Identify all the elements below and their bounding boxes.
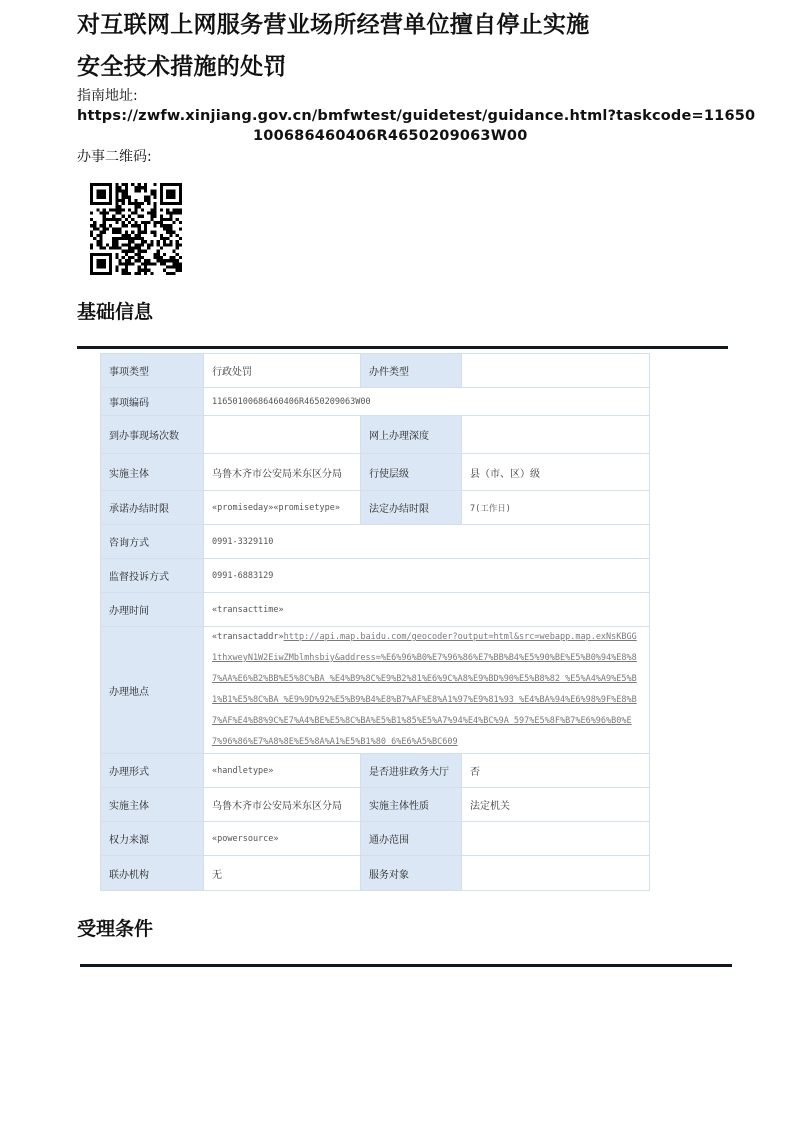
table-row	[101, 416, 650, 454]
level-label: 行使层级	[361, 454, 462, 491]
page-title	[77, 4, 757, 88]
visits-value	[204, 416, 361, 454]
in-hall-value: 否	[462, 754, 650, 788]
table-row	[101, 593, 650, 627]
table-row	[101, 388, 650, 416]
table-row	[101, 822, 650, 856]
page-title-line1: 对互联网上网服务营业场所经营单位擅自停止实施	[77, 12, 590, 38]
table-row	[101, 454, 650, 491]
matter-code-value: 11650100686460406R4650209063W00	[204, 388, 650, 416]
power-source-value: «powersource»	[204, 822, 361, 856]
consult-value: 0991-3329110	[204, 525, 650, 559]
complaint-label: 监督投诉方式	[101, 559, 204, 593]
section-heading-conditions: 受理条件	[77, 918, 154, 940]
consult-label: 咨询方式	[101, 525, 204, 559]
section-heading-basic-info: 基础信息	[77, 301, 154, 323]
address-map-link[interactable]: http://api.map.baidu.com/geocoder?output=html&src=webapp.map.exNsKBGG1thxweyN1W2EiwZMblmhsbiy&address=%E6%96%B0%E7%96%86%E7%BB%B4%E5%90%BE%E5%B0%94%E8%87%AA%E6%B2%BB%E5%8C%BA %E4%B9%8C%E9%B2%81%E6%9C%A8%E9%BD%90%E5%B8%82 %E5%A4%A9%E5%B1%B1%E5%8C%BA %E9%9D%92%E5%B9%B4%E8%B7%AF%E8%A1%97%E9%81%93 %E4%BA%94%E6%98%9F%E8%B7%AF%E4%B8%9C%E7%A4%BE%E5%8C%BA%E5%B1%85%E5%A7%94%E4%BC%9A 597%E5%8F%B7%E6%96%B0%E7%96%86%E7%A8%8E%E5%8A%A1%E5%B1%80 6%E6%A5%BC609	[212, 632, 637, 747]
guide-label: 指南地址:	[77, 88, 138, 104]
online-depth-label: 网上办理深度	[361, 416, 462, 454]
scope-value	[462, 822, 650, 856]
table-row	[101, 856, 650, 891]
section-divider	[80, 964, 732, 967]
case-type-label: 办件类型	[361, 354, 462, 388]
legal-time-label: 法定办结时限	[361, 491, 462, 525]
subject-nature-label: 实施主体性质	[361, 788, 462, 822]
service-target-value	[462, 856, 650, 891]
guide-url-continuation[interactable]: 100686460406R4650209063W00	[253, 128, 528, 144]
table-row	[101, 491, 650, 525]
qr-code	[90, 183, 182, 275]
visits-label: 到办事现场次数	[101, 416, 204, 454]
joint-agency-value: 无	[204, 856, 361, 891]
subject-label: 实施主体	[101, 454, 204, 491]
address-prefix: «transactaddr»	[212, 632, 284, 642]
address-label: 办理地点	[101, 627, 204, 754]
section-divider	[77, 346, 728, 349]
handle-time-label: 办理时间	[101, 593, 204, 627]
address-value	[204, 627, 650, 754]
subject-value: 乌鲁木齐市公安局米东区分局	[204, 454, 361, 491]
table-row	[101, 525, 650, 559]
handle-form-value: «handletype»	[204, 754, 361, 788]
guide-url[interactable]: https://zwfw.xinjiang.gov.cn/bmfwtest/guidetest/guidance.html?taskcode=11650	[77, 108, 756, 124]
subject2-value: 乌鲁木齐市公安局米东区分局	[204, 788, 361, 822]
power-source-label: 权力来源	[101, 822, 204, 856]
scope-label: 通办范围	[361, 822, 462, 856]
table-row	[101, 559, 650, 593]
handle-time-value: «transacttime»	[204, 593, 650, 627]
service-target-label: 服务对象	[361, 856, 462, 891]
subject2-label: 实施主体	[101, 788, 204, 822]
online-depth-value	[462, 416, 650, 454]
in-hall-label: 是否进驻政务大厅	[361, 754, 462, 788]
legal-time-value: 7(工作日)	[462, 491, 650, 525]
case-type-value	[462, 354, 650, 388]
joint-agency-label: 联办机构	[101, 856, 204, 891]
complaint-value: 0991-6883129	[204, 559, 650, 593]
page-title-line2: 安全技术措施的处罚	[77, 54, 287, 80]
handle-form-label: 办理形式	[101, 754, 204, 788]
matter-type-label: 事项类型	[101, 354, 204, 388]
table-row	[101, 788, 650, 822]
table-row	[101, 754, 650, 788]
promise-time-value: «promiseday»«promisetype»	[204, 491, 361, 525]
matter-code-label: 事项编码	[101, 388, 204, 416]
promise-time-label: 承诺办结时限	[101, 491, 204, 525]
matter-type-value: 行政处罚	[204, 354, 361, 388]
qr-label: 办事二维码:	[77, 149, 152, 165]
basic-info-table	[100, 353, 650, 891]
level-value: 县（市、区）级	[462, 454, 650, 491]
table-row	[101, 354, 650, 388]
table-row	[101, 627, 650, 754]
subject-nature-value: 法定机关	[462, 788, 650, 822]
